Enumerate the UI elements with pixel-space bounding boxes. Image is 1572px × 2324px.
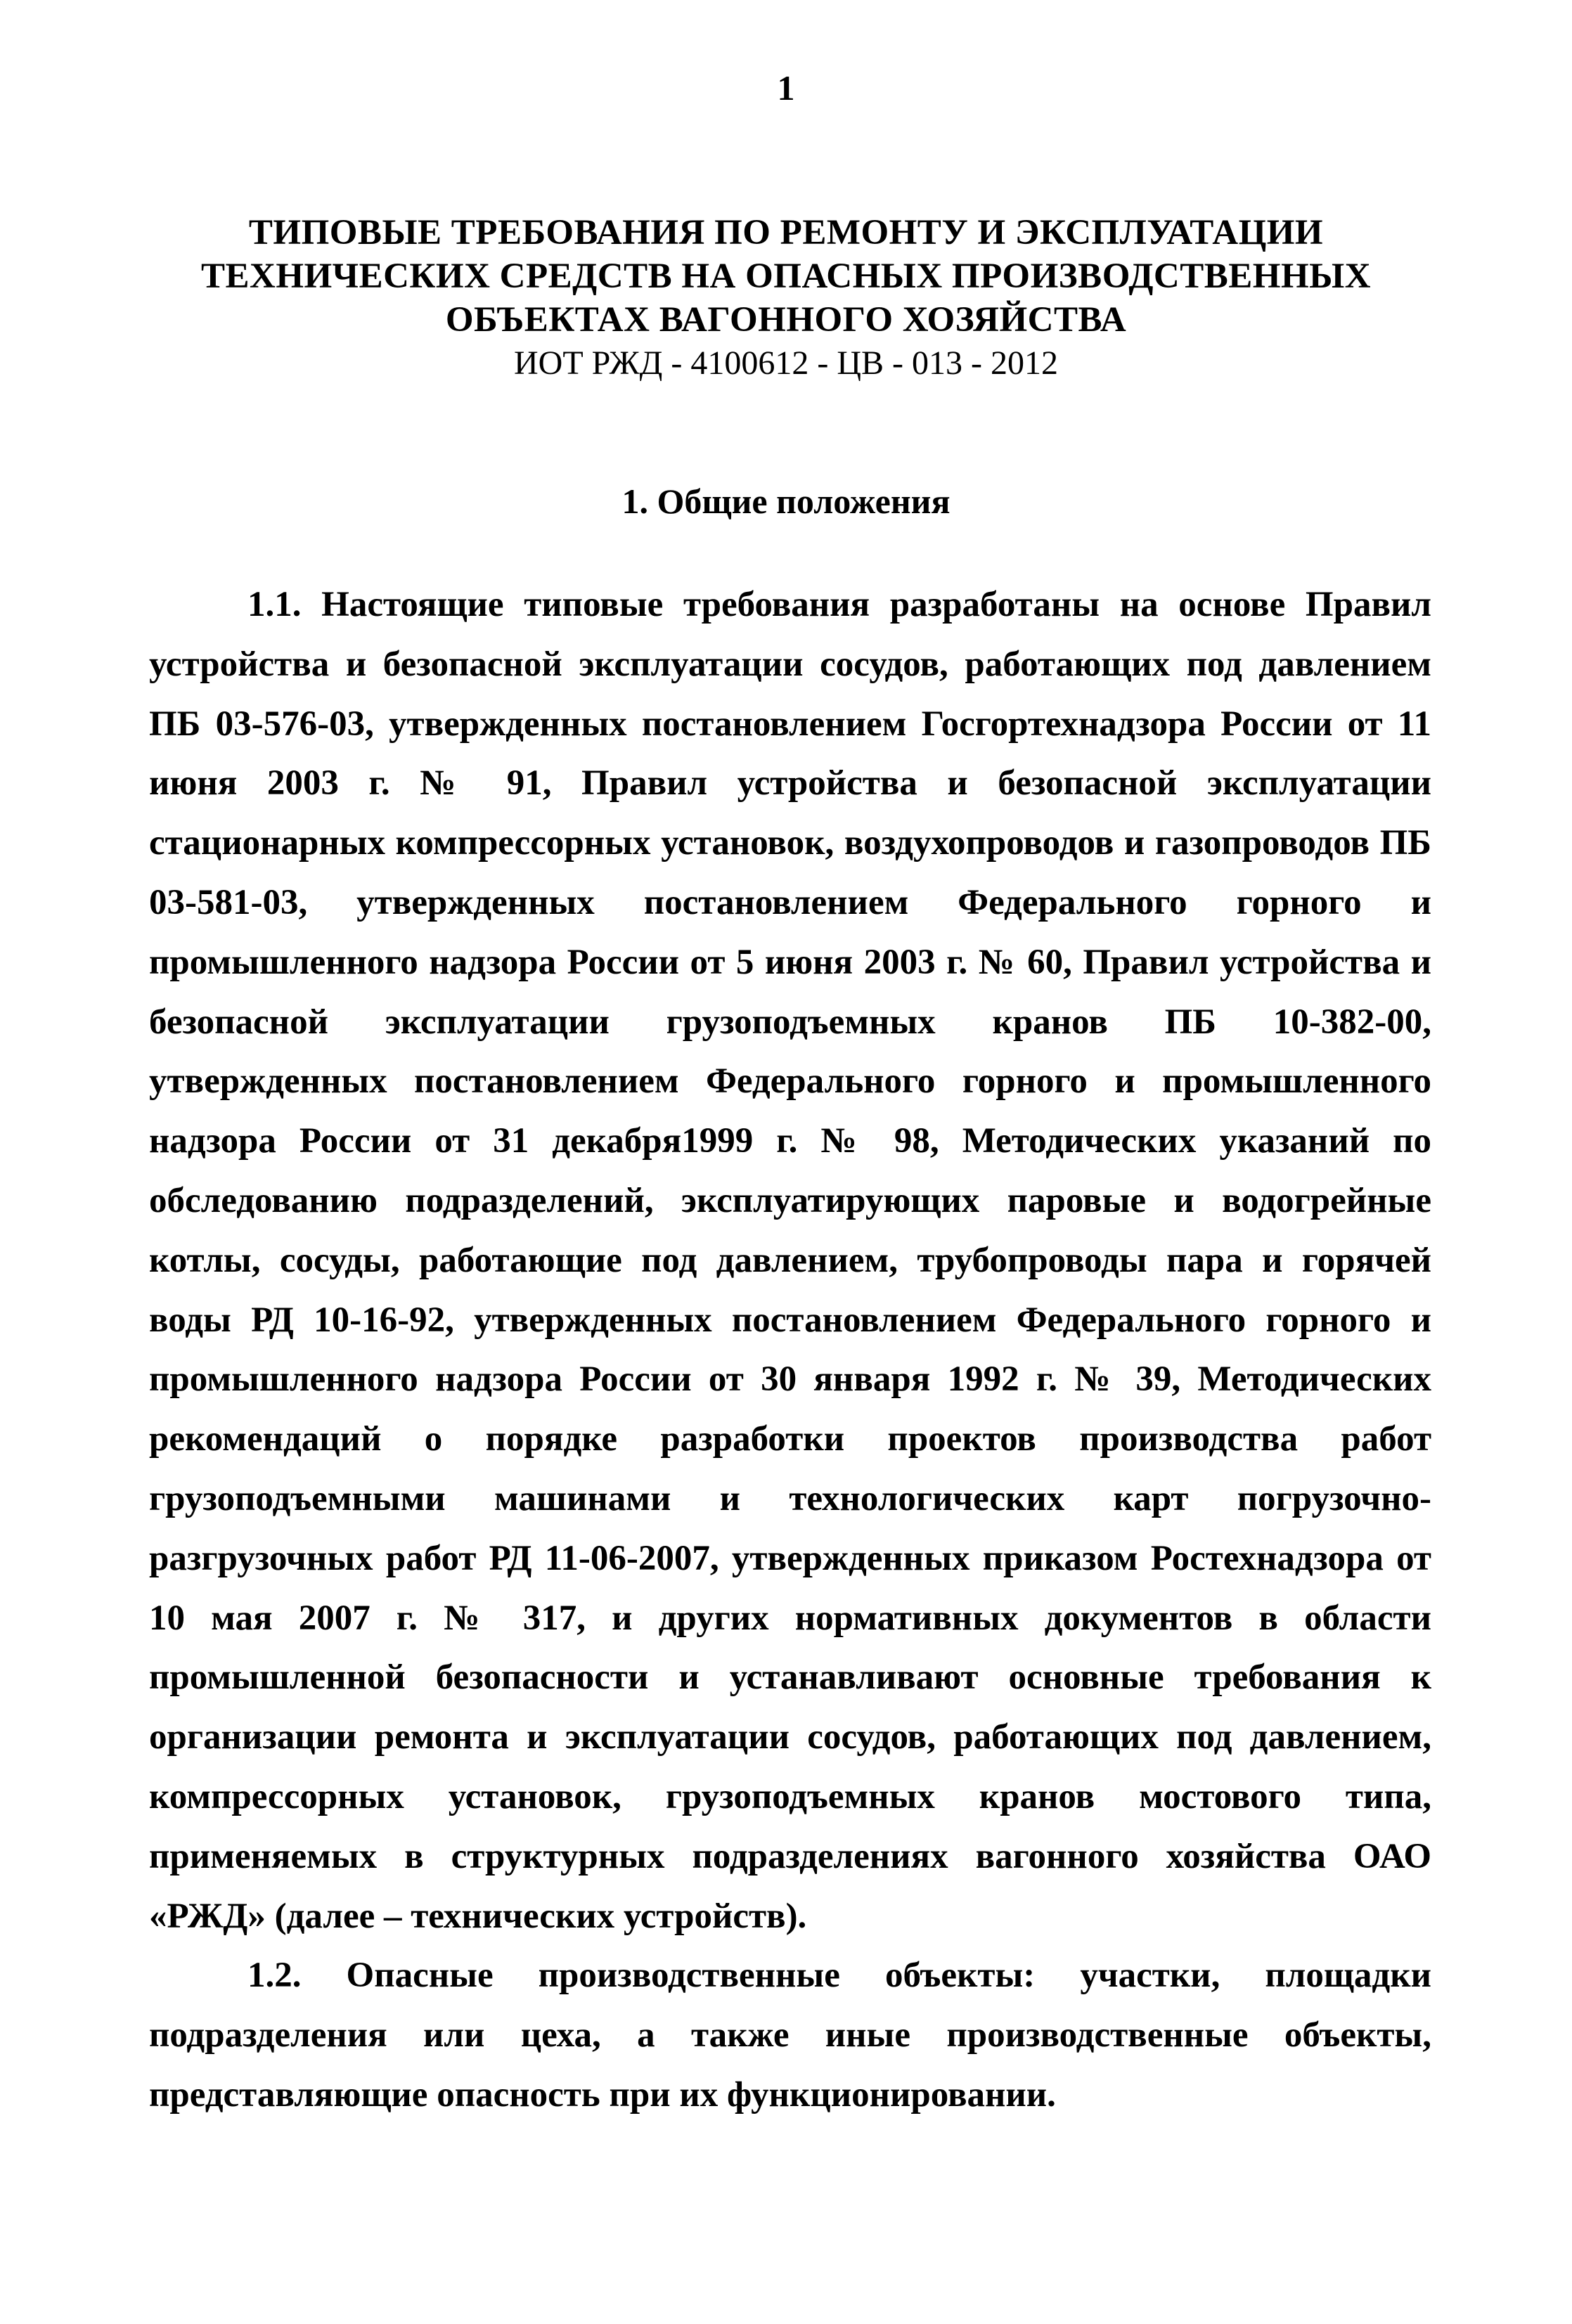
document-body — [149, 575, 1431, 2125]
section-heading: 1. Общие положения — [621, 482, 951, 521]
paragraph-1-2: 1.2. Опасные производственные объекты: участки, площадки подразделения или цеха, а также иные производственные объекты, представляющие опасность при их функционировании. — [149, 1956, 1431, 2115]
title-line-1: ТИПОВЫЕ ТРЕБОВАНИЯ ПО РЕМОНТУ И ЭКСПЛУАТАЦИИ — [248, 213, 1324, 252]
title-line-2: ТЕХНИЧЕСКИХ СРЕДСТВ НА ОПАСНЫХ ПРОИЗВОДСТВЕННЫХ — [200, 257, 1372, 296]
document-title — [112, 211, 1460, 385]
document-code: ИОТ РЖД - 4100612 - ЦВ - 013 - 2012 — [513, 344, 1059, 382]
page-number: 1 — [777, 68, 795, 108]
paragraph-1-1: 1.1. Настоящие типовые требования разработаны на основе Правил устройства и безопасной эксплуатации сосудов, работающих под давлением ПБ 03-576-03, утвержденных постановлением Госгортехнадзора России от 11 июня 2003 г. № 91, Правил устройства и безопасной эксплуатации стационарных компрессорных установок, воздухопроводов и газопроводов ПБ 03-581-03, утвержденных постановлением Федерального горного и промышленного надзора России от 5 июня 2003 г. № 60, Правил устройства и безопасной эксплуатации грузоподъемных кранов ПБ 10-382-00, утвержденных постановлением Федерального горного и промышленного надзора России от 31 декабря1999 г. № 98, Методических указаний по обследованию подразделений, эксплуатирующих паровые и водогрейные котлы, сосуды, работающие под давлением, трубопроводы пара и горячей воды РД 10-16-92, утвержденных постановлением Федерального горного и промышленного надзора России от 30 января 1992 г. № 39, Методических рекомендаций о порядке разработки проектов производства работ грузоподъемными машинами и технологических карт погрузочно-разгрузочных работ РД 11-06-2007, утвержденных приказом Ростехнадзора от 10 мая 2007 г. № 317, и других нормативных документов в области промышленной безопасности и устанавливают основные требования к организации ремонта и эксплуатации сосудов, работающих под давлением, компрессорных установок, грузоподъемных кранов мостового типа, применяемых в структурных подразделениях вагонного хозяйства ОАО «РЖД» (далее – технических устройств). — [149, 585, 1431, 1936]
title-line-3: ОБЪЕКТАХ ВАГОННОГО ХОЗЯЙСТВА — [445, 300, 1127, 340]
